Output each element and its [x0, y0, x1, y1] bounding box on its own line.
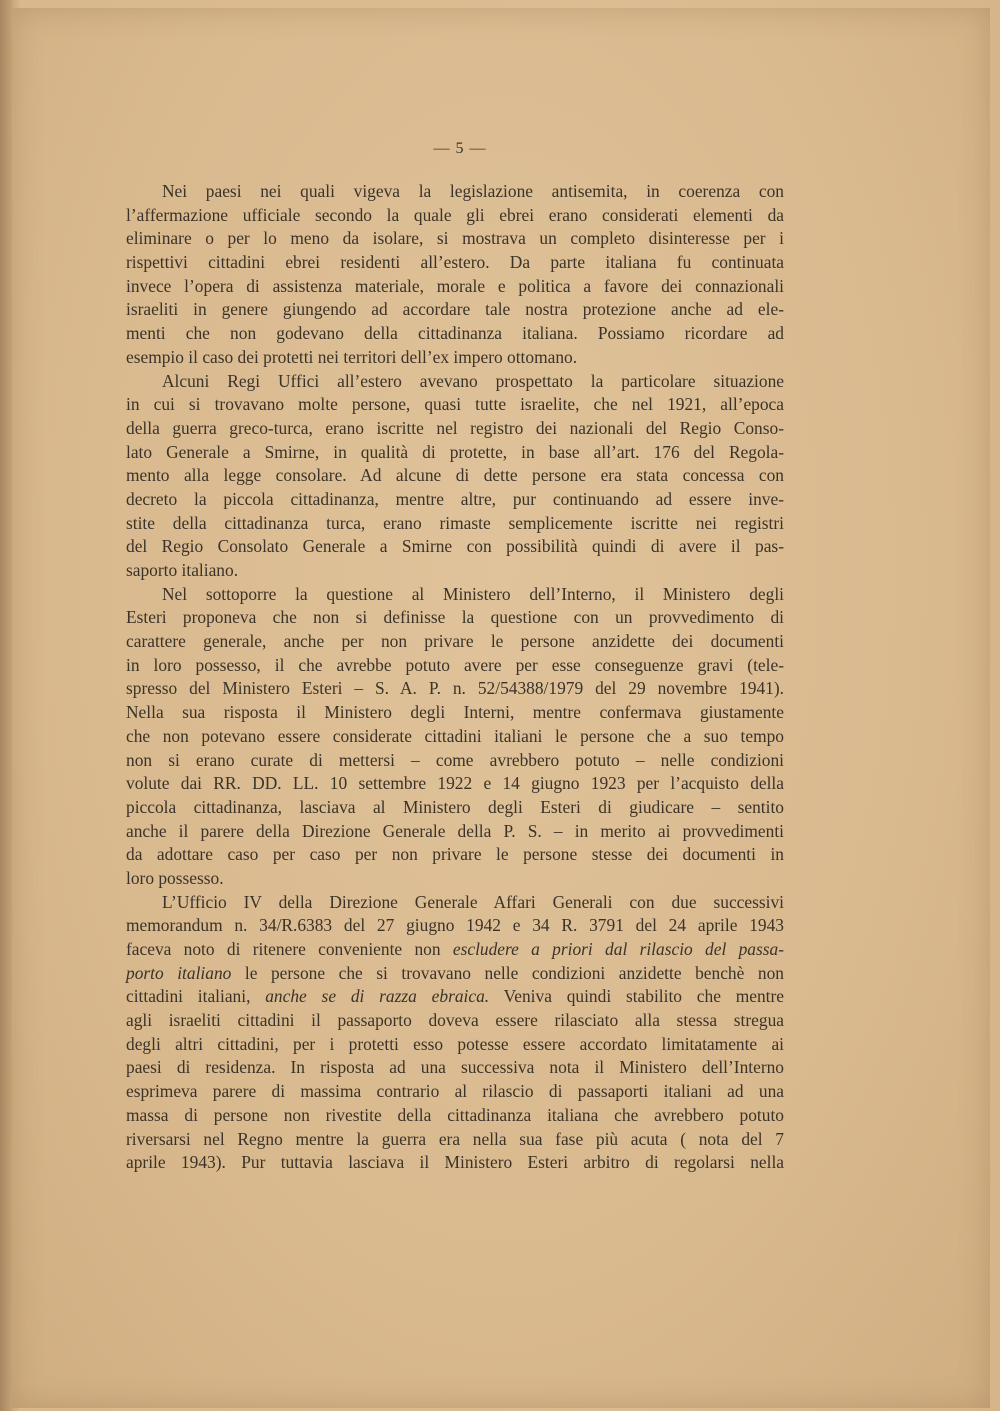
text-line: decreto la piccola cittadinanza, mentre altre, pur continuando ad essere inve- — [126, 488, 784, 509]
text-line: da adottare caso per caso per non privare le persone stesse dei documenti in — [126, 844, 784, 865]
text-line: paesi di residenza. In risposta ad una successiva nota il Ministero dell’Interno — [126, 1057, 784, 1078]
paragraph — [126, 583, 784, 891]
text-line: agli israeliti cittadini il passaporto doveva essere rilasciato alla stessa stregua — [126, 1010, 784, 1031]
text-line: anche il parere della Direzione Generale della P. S. – in merito ai provvedimenti — [126, 820, 784, 841]
text-line: L’Ufficio IV della Direzione Generale Affari Generali con due successivi — [162, 891, 784, 912]
paragraph — [126, 180, 784, 370]
page-number: — 5 — — [433, 140, 487, 157]
text-line: faceva noto di ritenere conveniente non escludere a priori dal rilascio del passa- — [126, 939, 784, 959]
text-line: carattere generale, anche per non privare le persone anzidette dei documenti — [126, 631, 784, 652]
text-line: aprile 1943). Pur tuttavia lasciava il Ministero Esteri arbitro di regolarsi nella — [126, 1152, 784, 1173]
text-line: mento alla legge consolare. Ad alcune di dette persone era stata concessa con — [126, 465, 784, 486]
text-line: in loro possesso, il che avrebbe potuto avere per esse conseguenze gravi (tele- — [126, 654, 784, 675]
text-line: israeliti in genere giungendo ad accordare tale nostra protezione anche ad ele- — [126, 299, 784, 320]
text-line: in cui si trovavano molte persone, quasi tutte israelite, che nel 1921, all’epoca — [126, 394, 784, 415]
text-line: del Regio Consolato Generale a Smirne con possibilità quindi di avere il pas- — [126, 536, 784, 557]
text-line: loro possesso. — [126, 867, 224, 888]
text-line: Alcuni Regi Uffici all’estero avevano prospettato la particolare situazione — [162, 370, 784, 391]
text-line: memorandum n. 34/R.6383 del 27 giugno 1942 e 34 R. 3791 del 24 aprile 1943 — [126, 915, 784, 936]
text-line: esprimeva parere di massima contrario al rilascio di passaporti italiani ad una — [126, 1081, 784, 1102]
text-line: saporto italiano. — [126, 560, 239, 580]
text-line: menti che non godevano della cittadinanza italiana. Possiamo ricordare ad — [126, 323, 784, 344]
text-line: eliminare o per lo meno da isolare, si mostrava un completo disinteresse per i — [126, 228, 784, 249]
text-line: esempio il caso dei protetti nei territori dell’ex impero ottomano. — [126, 346, 578, 367]
text-line: della guerra greco-turca, erano iscritte nel registro dei nazionali del Regio Conso- — [126, 417, 784, 438]
text-line: piccola cittadinanza, lasciava al Ministero degli Esteri di giudicare – sentito — [126, 796, 784, 817]
text-line: che non potevano essere considerate cittadini italiani le persone che a suo tempo — [126, 725, 784, 746]
text-line: spresso del Ministero Esteri – S. A. P. n. 52/54388/1979 del 29 novembre 1941). — [126, 678, 784, 699]
text-line: lato Generale a Smirne, in qualità di protette, in base all’art. 176 del Regola- — [126, 441, 784, 462]
text-line: degli altri cittadini, per i protetti esso potesse essere accordato limitatamente ai — [126, 1033, 784, 1054]
text-line: rispettivi cittadini ebrei residenti all’estero. Da parte italiana fu continuata — [126, 252, 784, 273]
text-line: Nel sottoporre la questione al Ministero dell’Interno, il Ministero degli — [162, 583, 784, 604]
paragraph — [126, 891, 784, 1175]
text-line: Nei paesi nei quali vigeva la legislazione antisemita, in coerenza con — [162, 181, 784, 201]
text-line: Nella sua risposta il Ministero degli Interni, mentre confermava giustamente — [126, 702, 784, 723]
text-line: l’affermazione ufficiale secondo la quale gli ebrei erano considerati elementi da — [126, 204, 784, 225]
text-line: cittadini italiani, anche se di razza ebraica. Veniva quindi stabilito che mentre — [126, 986, 785, 1007]
text-line: riversarsi nel Regno mentre la guerra era nella sua fase più acuta ( nota del 7 — [126, 1128, 784, 1149]
text-line: invece l’opera di assistenza materiale, morale e politica a favore dei connazionali — [126, 275, 784, 296]
text-line: Esteri proponeva che non si definisse la questione con un provvedimento di — [126, 607, 784, 628]
text-line: porto italiano le persone che si trovavano nelle condizioni anzidette benchè non — [126, 962, 784, 983]
text-line: non si erano curate di mettersi – come avrebbero potuto – nelle condizioni — [126, 749, 784, 770]
paragraph — [126, 370, 784, 583]
text-line: volute dai RR. DD. LL. 10 settembre 1922 e 14 giugno 1923 per l’acquisto della — [126, 773, 784, 794]
text-line: stite della cittadinanza turca, erano rimaste semplicemente iscritte nei registri — [126, 512, 784, 533]
page-binding-edge — [0, 0, 12, 1411]
body-text — [126, 180, 784, 1175]
text-line: massa di persone non rivestite della cittadinanza italiana che avrebbero potuto — [126, 1104, 784, 1125]
